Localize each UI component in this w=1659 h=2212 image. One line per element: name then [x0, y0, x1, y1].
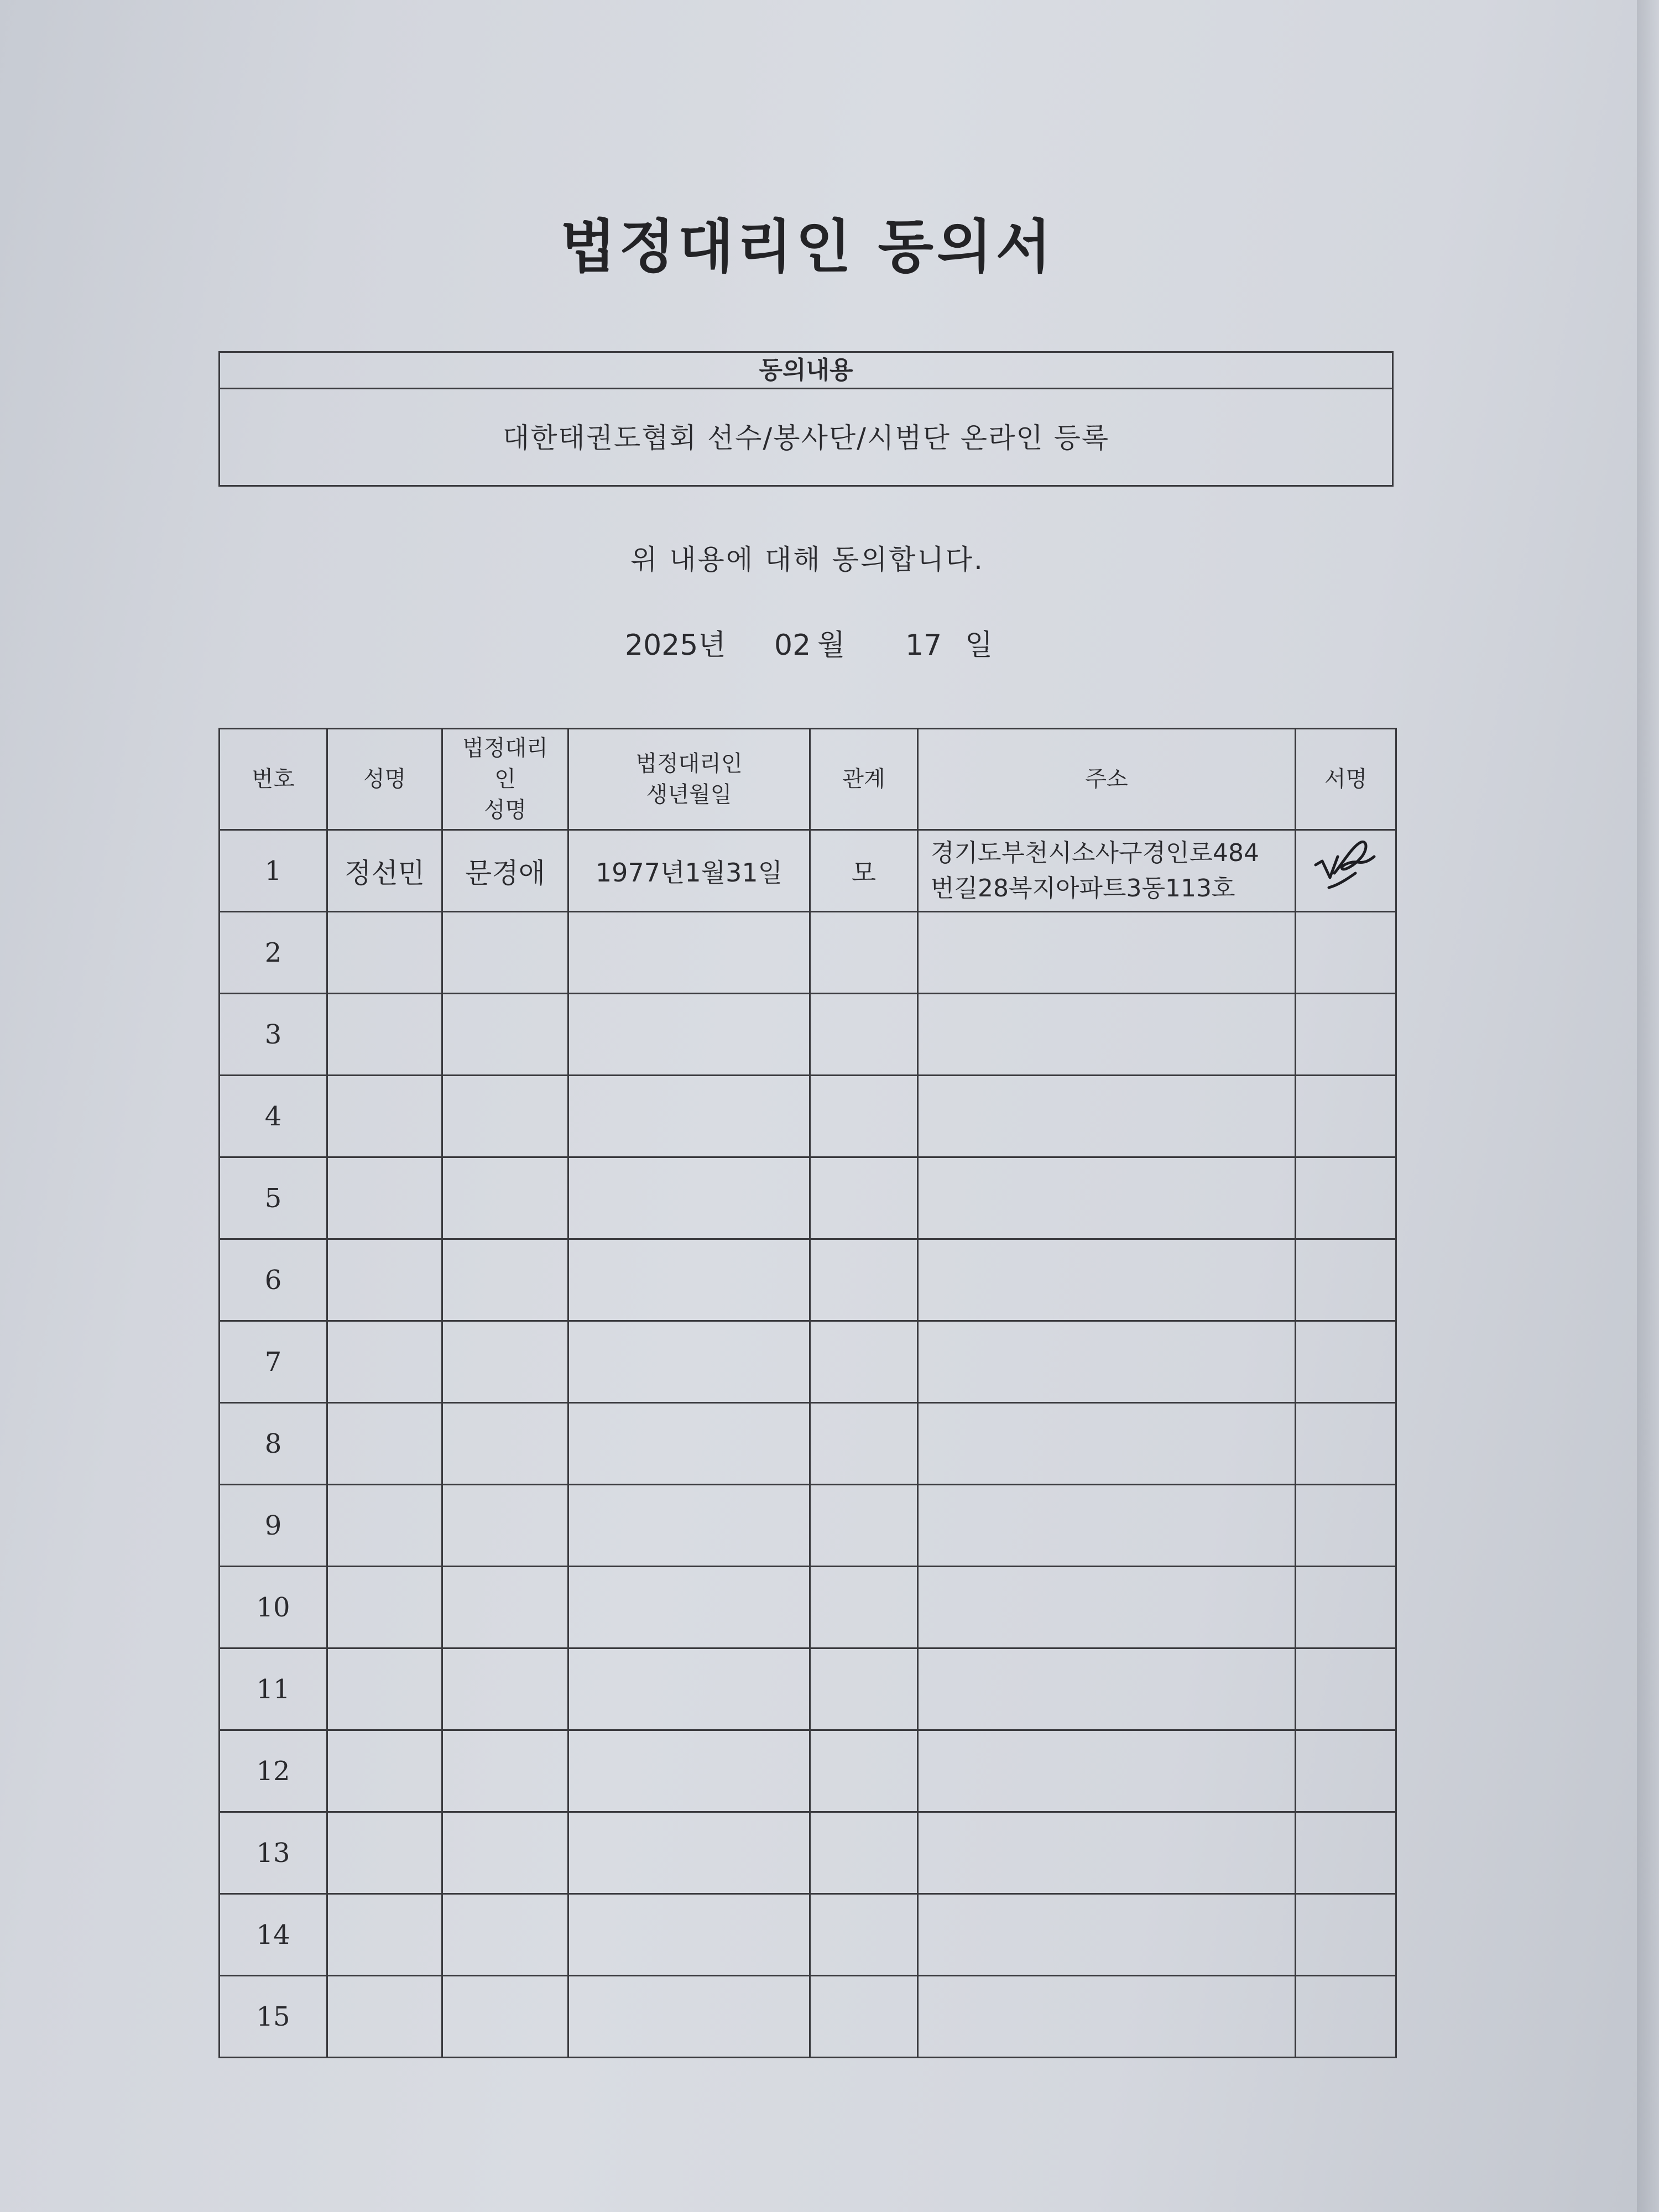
- cell-name: [327, 1812, 442, 1894]
- address-line-1: 경기도부천시소사구경인로484: [931, 838, 1260, 867]
- cell-signature: [1296, 1076, 1396, 1157]
- cell-signature: [1296, 1894, 1396, 1976]
- cell-address: [918, 830, 1296, 912]
- date-month-label: 월: [817, 629, 846, 662]
- cell-address: [918, 1321, 1296, 1403]
- cell-name: [327, 912, 442, 994]
- cell-address: [918, 1648, 1296, 1730]
- date-month-value: 02: [774, 629, 811, 662]
- row-number: 8: [220, 1403, 327, 1485]
- cell-rep-name: [442, 1076, 568, 1157]
- agreement-text: 위 내용에 대해 동의합니다.: [630, 544, 984, 576]
- cell-rep-name: 문경애: [442, 830, 568, 912]
- cell-rep-birth: [568, 1321, 810, 1403]
- header-name: 성명: [327, 729, 442, 830]
- cell-signature: [1296, 1976, 1396, 2058]
- cell-rep-name: [442, 1321, 568, 1403]
- page-edge-shadow: [1637, 0, 1659, 2212]
- table-row: [220, 1321, 1396, 1403]
- signature-mark: [1310, 834, 1382, 901]
- table-row: [220, 830, 1396, 912]
- table-row: [220, 1812, 1396, 1894]
- table-row: [220, 994, 1396, 1076]
- cell-address: [918, 1567, 1296, 1648]
- row-number: 7: [220, 1321, 327, 1403]
- table-header-row: [220, 729, 1396, 830]
- header-rep-name: 법정대리 인 성명: [442, 729, 568, 830]
- cell-relation: 모: [810, 830, 918, 912]
- cell-rep-name: [442, 1976, 568, 2058]
- row-number: 13: [220, 1812, 327, 1894]
- cell-signature: [1296, 1812, 1396, 1894]
- cell-name: [327, 1894, 442, 1976]
- table-row: [220, 1567, 1396, 1648]
- cell-relation: [810, 1894, 918, 1976]
- address-line-2: 번길28복지아파트3동113호: [931, 874, 1235, 902]
- cell-relation: [810, 912, 918, 994]
- cell-address: [918, 1239, 1296, 1321]
- cell-rep-name: [442, 1812, 568, 1894]
- cell-signature: [1296, 1567, 1396, 1648]
- cell-rep-name: [442, 1648, 568, 1730]
- cell-relation: [810, 1403, 918, 1485]
- date-year: 2025년: [625, 629, 726, 662]
- cell-relation: [810, 1567, 918, 1648]
- row-number: 3: [220, 994, 327, 1076]
- row-number: 11: [220, 1648, 327, 1730]
- cell-relation: [810, 1485, 918, 1567]
- cell-rep-birth: [568, 1567, 810, 1648]
- consent-box-content: 대한태권도협회 선수/봉사단/시범단 온라인 등록: [502, 422, 1110, 454]
- table-row: [220, 1648, 1396, 1730]
- consent-box-header: 동의내용: [220, 353, 1392, 389]
- row-number: 10: [220, 1567, 327, 1648]
- cell-rep-birth: [568, 1485, 810, 1567]
- table-row: [220, 1403, 1396, 1485]
- date-day-value: 17: [905, 629, 942, 662]
- cell-signature: [1296, 1239, 1396, 1321]
- cell-rep-name: [442, 1157, 568, 1239]
- row-number: 5: [220, 1157, 327, 1239]
- cell-signature: [1296, 1485, 1396, 1567]
- cell-address: [918, 1485, 1296, 1567]
- cell-rep-name: [442, 1485, 568, 1567]
- cell-rep-birth: [568, 1157, 810, 1239]
- cell-name: [327, 1485, 442, 1567]
- cell-rep-birth: [568, 1403, 810, 1485]
- cell-address: [918, 912, 1296, 994]
- cell-address: [918, 1157, 1296, 1239]
- cell-address: [918, 1812, 1296, 1894]
- cell-signature: [1296, 1403, 1396, 1485]
- cell-name: [327, 1239, 442, 1321]
- cell-name: [327, 1321, 442, 1403]
- consent-box: [218, 351, 1394, 487]
- cell-signature: [1296, 1157, 1396, 1239]
- row-number: 14: [220, 1894, 327, 1976]
- cell-rep-name: [442, 1239, 568, 1321]
- cell-signature: [1296, 1321, 1396, 1403]
- cell-rep-name: [442, 1567, 568, 1648]
- header-relation: 관계: [810, 729, 918, 830]
- registration-table: [218, 728, 1397, 2058]
- cell-rep-birth: [568, 994, 810, 1076]
- cell-address: [918, 1730, 1296, 1812]
- cell-signature: [1296, 912, 1396, 994]
- cell-name: [327, 994, 442, 1076]
- table-row: [220, 1730, 1396, 1812]
- cell-address: [918, 1403, 1296, 1485]
- cell-relation: [810, 994, 918, 1076]
- cell-name: [327, 1157, 442, 1239]
- cell-name: [327, 1648, 442, 1730]
- cell-rep-name: [442, 1894, 568, 1976]
- cell-signature: [1296, 994, 1396, 1076]
- row-number: 15: [220, 1976, 327, 2058]
- cell-rep-birth: [568, 1648, 810, 1730]
- cell-name: 정선민: [327, 830, 442, 912]
- cell-address: [918, 1894, 1296, 1976]
- cell-rep-birth: [568, 1976, 810, 2058]
- cell-name: [327, 1076, 442, 1157]
- table-row: [220, 1894, 1396, 1976]
- cell-address: [918, 1076, 1296, 1157]
- header-address: 주소: [918, 729, 1296, 830]
- cell-relation: [810, 1976, 918, 2058]
- document-title: 법정대리인 동의서: [560, 213, 1055, 280]
- cell-rep-name: [442, 994, 568, 1076]
- table-row: [220, 1239, 1396, 1321]
- cell-rep-birth: [568, 1730, 810, 1812]
- row-number: 12: [220, 1730, 327, 1812]
- header-rep-birth: 법정대리인 생년월일: [568, 729, 810, 830]
- table-row: [220, 912, 1396, 994]
- table-row: [220, 1157, 1396, 1239]
- date-day-label: 일: [965, 629, 993, 662]
- cell-name: [327, 1403, 442, 1485]
- cell-relation: [810, 1239, 918, 1321]
- cell-signature: [1296, 830, 1396, 912]
- cell-rep-name: [442, 1403, 568, 1485]
- cell-name: [327, 1730, 442, 1812]
- cell-signature: [1296, 1730, 1396, 1812]
- header-signature: 서명: [1296, 729, 1396, 830]
- cell-relation: [810, 1648, 918, 1730]
- cell-relation: [810, 1730, 918, 1812]
- cell-relation: [810, 1076, 918, 1157]
- table-row: [220, 1485, 1396, 1567]
- cell-rep-birth: [568, 912, 810, 994]
- cell-relation: [810, 1812, 918, 1894]
- table-row: [220, 1076, 1396, 1157]
- cell-name: [327, 1567, 442, 1648]
- cell-relation: [810, 1157, 918, 1239]
- cell-rep-birth: [568, 1239, 810, 1321]
- cell-rep-name: [442, 1730, 568, 1812]
- cell-name: [327, 1976, 442, 2058]
- table-row: [220, 1976, 1396, 2058]
- cell-rep-birth: 1977년1월31일: [568, 830, 810, 912]
- row-number: 4: [220, 1076, 327, 1157]
- cell-rep-birth: [568, 1894, 810, 1976]
- header-no: 번호: [220, 729, 327, 830]
- row-number: 2: [220, 912, 327, 994]
- row-number: 9: [220, 1485, 327, 1567]
- cell-address: [918, 1976, 1296, 2058]
- cell-signature: [1296, 1648, 1396, 1730]
- cell-rep-birth: [568, 1812, 810, 1894]
- cell-rep-name: [442, 912, 568, 994]
- cell-relation: [810, 1321, 918, 1403]
- row-number: 6: [220, 1239, 327, 1321]
- cell-rep-birth: [568, 1076, 810, 1157]
- row-number: 1: [220, 830, 327, 912]
- cell-address: [918, 994, 1296, 1076]
